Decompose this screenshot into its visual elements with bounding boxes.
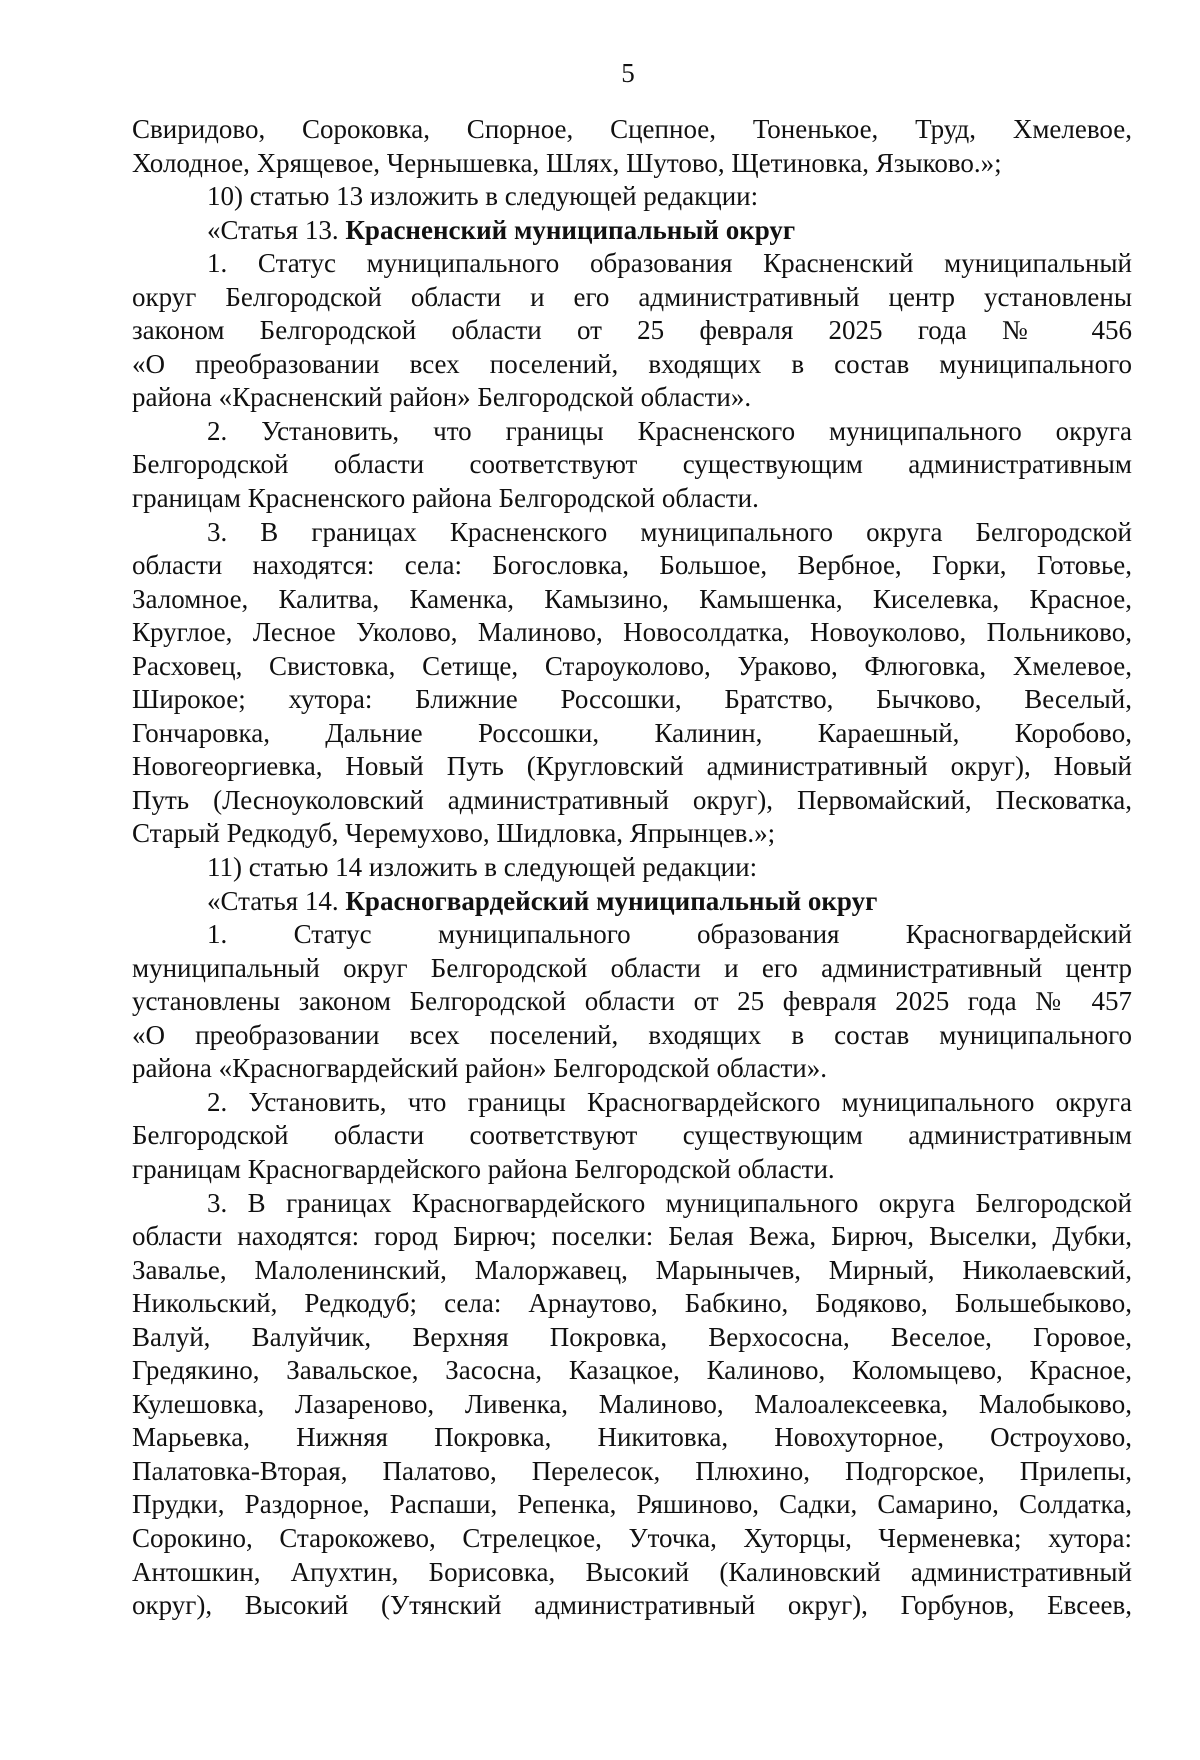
text-line: округ), Высокий (Утянский административный округ), Горбунов, Евсеев, [132,1590,1132,1621]
text-line: муниципальный округ Белгородской области и его административный центр [132,952,1132,983]
text-line: Сорокино, Старокожево, Стрелецкое, Уточка, Хуторцы, Черменевка; хутора: [132,1522,1132,1553]
text-line: Антошкин, Апухтин, Борисовка, Высокий (Калиновский административный [132,1556,1132,1587]
text-line: «О преобразовании всех поселений, входящих в состав муниципального [132,348,1132,379]
text-line: границам Красногвардейского района Белгородской области. [132,1153,835,1184]
text-line: 1. Статус муниципального образования Красногвардейский [207,919,1132,950]
text-line: Белгородской области соответствуют существующим административным [132,1120,1132,1151]
article-label: «Статья 14. [207,885,346,916]
text-line: Широкое; хутора: Ближние Россошки, Братство, Бычково, Веселый, [132,684,1132,715]
text-line: Кулешовка, Лазареново, Ливенка, Малиново, Малоалексеевка, Малобыково, [132,1388,1132,1419]
text-line: Никольский, Редкодуб; села: Арнаутово, Бабкино, Бодяково, Большебыково, [132,1288,1132,1319]
document-body [132,113,1132,1623]
text-line: 2. Установить, что границы Красногвардейского муниципального округа [207,1086,1132,1117]
text-line: Холодное, Хрящевое, Чернышевка, Шлях, Шутово, Щетиновка, Языково.»; [132,147,1002,178]
text-line: района «Красногвардейский район» Белгородской области». [132,1053,827,1084]
text-line: Завалье, Малоленинский, Малоржавец, Марынычев, Мирный, Николаевский, [132,1254,1132,1285]
text-line: 1. Статус муниципального образования Красненский муниципальный [207,248,1132,279]
text-line: границам Красненского района Белгородской области. [132,483,759,514]
text-line: Марьевка, Нижняя Покровка, Никитовка, Новохуторное, Остроухово, [132,1422,1132,1453]
text-line: Прудки, Раздорное, Распаши, Репенка, Ряшиново, Садки, Самарино, Солдатка, [132,1489,1132,1520]
text-line: Гончаровка, Дальние Россошки, Калинин, Караешный, Коробово, [132,717,1132,748]
page-number: 5 [621,58,635,88]
text-line: Расховец, Свистовка, Сетище, Староуколово, Ураково, Флюговка, Хмелевое, [132,650,1132,681]
article-13-heading [132,214,1132,248]
text-line: Валуй, Валуйчик, Верхняя Покровка, Верхососна, Веселое, Горовое, [132,1321,1132,1352]
article-title: Красненский муниципальный округ [345,214,796,245]
text-line: законом Белгородской области от 25 февраля 2025 года № 456 [132,315,1132,346]
text-line: 2. Установить, что границы Красненского муниципального округа [207,415,1132,446]
text-line: Путь (Лесноуколовский административный округ), Первомайский, Песковатка, [132,784,1132,815]
text-line: области находятся: город Бирюч; поселки: Белая Вежа, Бирюч, Выселки, Дубки, [132,1221,1132,1252]
text-line: области находятся: села: Богословка, Большое, Вербное, Горки, Готовье, [132,550,1132,581]
article-14-heading [132,885,1132,919]
text-line: Гредякино, Завальское, Засосна, Казацкое, Калиново, Коломыцево, Красное, [132,1355,1132,1386]
article-title: Красногвардейский муниципальный округ [345,885,878,916]
text-line: Старый Редкодуб, Черемухово, Шидловка, Япрынцев.»; [132,818,776,849]
text-line: Свиридово, Сороковка, Спорное, Сцепное, Тоненькое, Труд, Хмелевое, [132,114,1132,144]
text-line: Заломное, Калитва, Каменка, Камызино, Камышенка, Киселевка, Красное, [132,583,1132,614]
text-line: 11) статью 14 изложить в следующей редакции: [207,852,758,883]
text-line: Палатовка-Вторая, Палатово, Перелесок, Плюхино, Подгорское, Прилепы, [132,1455,1132,1486]
text-line: Белгородской области соответствуют существующим административным [132,449,1132,480]
text-line: 3. В границах Красненского муниципального округа Белгородской [207,516,1132,547]
text-line: округ Белгородской области и его административный центр установлены [132,281,1132,312]
text-line: Новогеоргиевка, Новый Путь (Кругловский административный округ), Новый [132,751,1132,782]
text-line: 10) статью 13 изложить в следующей редакции: [207,181,759,212]
text-line: Круглое, Лесное Уколово, Малиново, Новосолдатка, Новоуколово, Польниково, [132,617,1132,648]
article-label: «Статья 13. [207,214,346,245]
text-line: 3. В границах Красногвардейского муниципального округа Белгородской [207,1187,1132,1218]
text-line: района «Красненский район» Белгородской области». [132,382,752,413]
text-line: «О преобразовании всех поселений, входящих в состав муниципального [132,1019,1132,1050]
text-line: установлены законом Белгородской области от 25 февраля 2025 года № 457 [132,986,1132,1017]
